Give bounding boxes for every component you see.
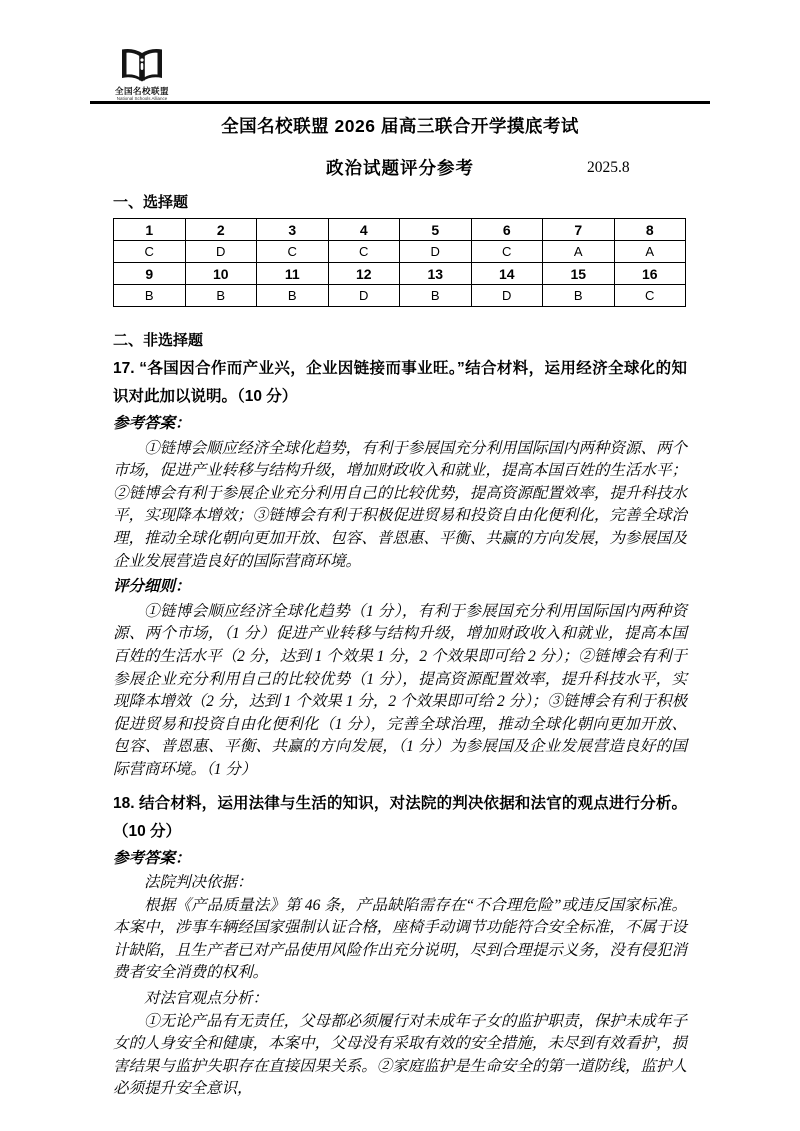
open-book-icon — [119, 47, 165, 85]
question-number-cell: 5 — [400, 219, 472, 241]
answer-cell: B — [400, 285, 472, 307]
q18-part1-heading: 法院判决依据： — [144, 874, 253, 892]
question-number-cell: 8 — [614, 219, 686, 241]
answer-cell: D — [471, 285, 543, 307]
question-number-cell: 1 — [114, 219, 186, 241]
question-number-cell: 15 — [543, 263, 615, 285]
answer-cell: D — [328, 285, 400, 307]
question-number-cell: 4 — [328, 219, 400, 241]
question-number-cell: 12 — [328, 263, 400, 285]
answer-cell: B — [257, 285, 329, 307]
q17-rubric-label: 评分细则： — [113, 578, 191, 596]
q17-answer-label: 参考答案： — [113, 415, 191, 432]
subtitle-row — [113, 157, 687, 179]
q18-question: 18. 结合材料，运用法律与生活的知识，对法院的判决依据和法官的观点进行分析。（10 分） — [113, 794, 687, 840]
school-alliance-logo — [111, 47, 173, 102]
q18-part2-heading: 对法官观点分析： — [144, 990, 269, 1008]
answer-letter-row — [114, 285, 686, 307]
answer-cell: A — [614, 241, 686, 263]
answer-cell: C — [614, 285, 686, 307]
section-choice-heading: 一、选择题 — [113, 194, 189, 211]
question-number-cell: 6 — [471, 219, 543, 241]
answer-cell: A — [543, 241, 615, 263]
question-number-cell: 3 — [257, 219, 329, 241]
answer-table — [113, 218, 686, 307]
question-number-row — [114, 263, 686, 285]
question-number-cell: 13 — [400, 263, 472, 285]
question-number-cell: 9 — [114, 263, 186, 285]
answer-cell: B — [543, 285, 615, 307]
document-body — [113, 115, 687, 1101]
question-number-cell: 10 — [185, 263, 257, 285]
answer-cell: C — [114, 241, 186, 263]
answer-cell: C — [328, 241, 400, 263]
header-divider — [90, 101, 710, 104]
answer-cell: D — [400, 241, 472, 263]
q18-part2-text: ①无论产品有无责任，父母都必须履行对未成年子女的监护职责，保护未成年子女的人身安全和健康，本案中，父母没有采取有效的安全措施，未尽到有效看护，损害结果与监护失职存在直接因果关系。②家庭监护是生命安全的第一道防线，监护人必须提升安全意识， — [113, 1012, 687, 1098]
question-number-cell: 16 — [614, 263, 686, 285]
answer-cell: B — [114, 285, 186, 307]
q17-rubric-text: ①链博会顺应经济全球化趋势（1 分），有利于参展国充分利用国际国内两种资源、两个市场，（1 分）促进产业转移与结构升级，增加财政收入和就业，提高本国百姓的生活水平（2 分，达到 1 个效果 1 分，2 个效果即可给 2 分）；②链博会有利于参展企业充分利用自己的比较优势（1 分），提高资源配置效率，提升科技水平，实现降本增效（2 分，达到 1 个效果 1 分，2 个效果即可给 2 分）；③链博会有利于积极促进贸易和投资自由化便利化（1 分），完善全球治理，推动全球化朝向更加开放、包容、普恩惠、平衡、共赢的方向发展，（1 分）为参展国及企业发展营造良好的国际营商环境。（1 分） — [113, 602, 687, 778]
section-nonchoice-heading: 二、非选择题 — [113, 332, 204, 349]
question-number-row — [114, 219, 686, 241]
answer-cell: D — [185, 241, 257, 263]
q17-answer-text: ①链博会顺应经济全球化趋势，有利于参展国充分利用国际国内两种资源、两个市场，促进产业转移与结构升级，增加财政收入和就业，提高本国百姓的生活水平；②链博会有利于参展企业充分利用自己的比较优势，提高资源配置效率，提升科技水平，实现降本增效；③链博会有利于积极促进贸易和投资自由化便利化，完善全球治理，推动全球化朝向更加开放、包容、普恩惠、平衡、共赢的方向发展，为参展国及企业发展营造良好的国际营商环境。 — [113, 439, 687, 570]
question-number-cell: 7 — [543, 219, 615, 241]
q18-part1-text: 根据《产品质量法》第 46 条，产品缺陷需存在“不合理危险”或违反国家标准。本案中，涉事车辆经国家强制认证合格，座椅手动调节功能符合安全标准，不属于设计缺陷，且生产者已对产品使用风险作出充分说明，尽到合理提示义务，没有侵犯消费者安全消费的权利。 — [113, 896, 687, 982]
answer-cell: C — [471, 241, 543, 263]
answer-letter-row — [114, 241, 686, 263]
q17-question: 17. “各国因合作而产业兴，企业因链接而事业旺。”结合材料，运用经济全球化的知识对此加以说明。（10 分） — [113, 360, 687, 405]
answer-cell: C — [257, 241, 329, 263]
question-number-cell: 11 — [257, 263, 329, 285]
exam-date: 2025.8 — [587, 159, 630, 176]
logo-org-name: 全国名校联盟 — [114, 86, 169, 96]
q18-answer-label: 参考答案： — [113, 849, 191, 867]
logo-org-name-en: National Schools Alliance — [116, 96, 168, 101]
answer-cell: B — [185, 285, 257, 307]
exam-subtitle: 政治试题评分参考 — [326, 158, 474, 178]
question-number-cell: 14 — [471, 263, 543, 285]
question-number-cell: 2 — [185, 219, 257, 241]
exam-title: 全国名校联盟 2026 届高三联合开学摸底考试 — [221, 116, 579, 136]
